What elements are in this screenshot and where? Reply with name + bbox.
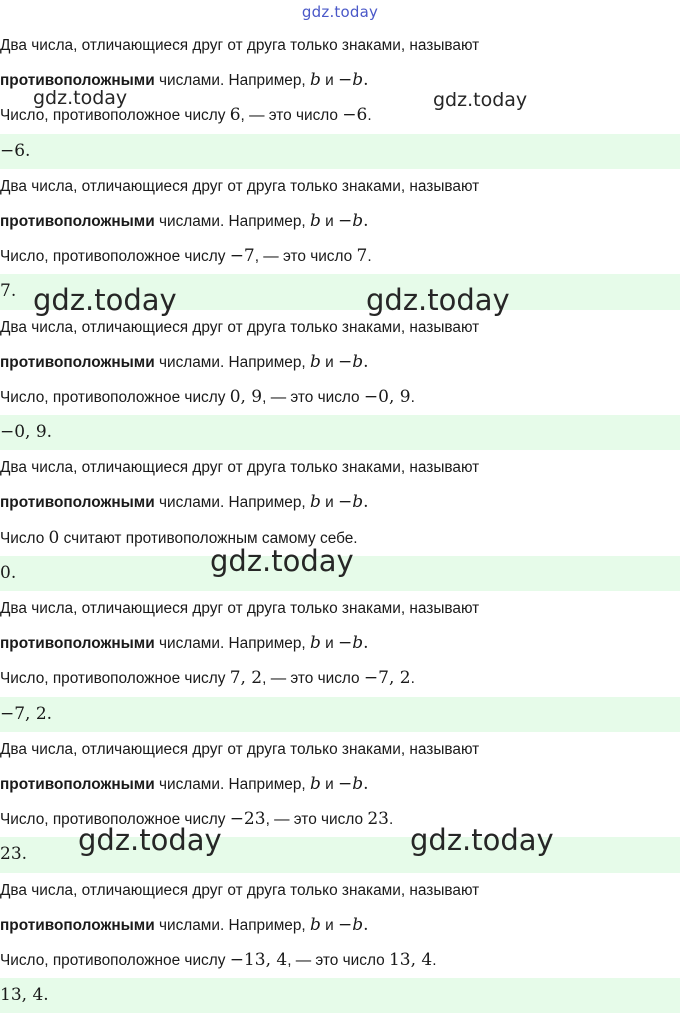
math-variable: b [309, 351, 321, 372]
math-number: 7 [356, 246, 368, 267]
definition-example-line [0, 626, 680, 661]
math-number: −7 [229, 246, 255, 267]
math-number: 23 [367, 809, 389, 830]
definition-line: Два числа, отличающиеся друг от друга только знаками, называют [0, 600, 480, 617]
math-number: −23 [229, 809, 266, 830]
statement-line [0, 239, 680, 274]
math-variable: b [309, 773, 321, 794]
statement-line [0, 380, 680, 415]
term-bold: противоположными [0, 353, 155, 371]
solution-block [0, 450, 680, 591]
watermark: gdz.today [78, 823, 222, 857]
definition-text: и [320, 635, 338, 653]
definition-text: числами. Например, [154, 916, 310, 934]
statement-line [0, 521, 680, 556]
statement-text: Число, противоположное числу [0, 107, 230, 125]
answer-row: 7. [0, 274, 680, 309]
statement-line [0, 98, 680, 133]
definition-text: числами. Например, [154, 494, 310, 512]
definition-text: и [320, 916, 338, 934]
definition-example-line [0, 345, 680, 380]
solution-block [0, 169, 680, 310]
term-bold: противоположными [0, 494, 155, 512]
math-variable: b [309, 70, 321, 91]
statement-text: . [367, 107, 372, 125]
solution-block [0, 310, 680, 451]
definition-line: Два числа, отличающиеся друг от друга только знаками, называют [0, 37, 480, 54]
answer-row: 13, 4. [0, 978, 680, 1013]
statement-text: Число, противоположное числу [0, 670, 230, 688]
statement-text: Число, противоположное числу [0, 811, 230, 829]
math-variable: −b [338, 633, 364, 654]
definition-line: Два числа, отличающиеся друг от друга только знаками, называют [0, 740, 480, 758]
header-watermark: gdz.today [301, 3, 379, 21]
math-number: 13, 4 [388, 949, 433, 970]
watermark: gdz.today [410, 823, 554, 857]
watermark: gdz.today [33, 283, 177, 317]
statement-line [0, 802, 680, 837]
statement-line [0, 943, 680, 978]
math-number: −7, 2 [363, 668, 411, 689]
statement-text: . [388, 811, 394, 829]
solution-block [0, 873, 680, 1013]
term-bold: противоположными [0, 775, 155, 793]
definition-line: Два числа, отличающиеся друг от друга только знаками, называют [0, 318, 480, 336]
answer-row: −0, 9. [0, 415, 680, 450]
math-variable: b [309, 633, 321, 654]
math-number: −0, 9 [363, 386, 411, 407]
statement-text: , — это число [265, 811, 368, 829]
math-variable: b [309, 210, 321, 231]
statement-text: , — это число [287, 951, 389, 969]
math-variable: b [309, 492, 321, 513]
watermark: gdz.today [366, 283, 510, 317]
definition-example-line [0, 204, 680, 239]
definition-line: Два числа, отличающиеся друг от друга только знаками, называют [0, 459, 480, 477]
punctuation: . [363, 492, 369, 513]
definition-line: Два числа, отличающиеся друг от друга только знаками, называют [0, 881, 480, 899]
solutions-list [0, 28, 680, 1013]
answer-row: 0. [0, 556, 680, 591]
definition-example-line [0, 908, 680, 943]
watermark: gdz.today [33, 87, 128, 109]
math-variable: −b [338, 351, 364, 372]
statement-text: . [432, 951, 437, 969]
definition-text: числами. Например, [154, 635, 310, 653]
definition-text: числами. Например, [154, 72, 310, 90]
watermark: gdz.today [433, 89, 528, 111]
definition-example-line [0, 485, 680, 520]
punctuation: . [363, 351, 369, 372]
statement-text: Число, противоположное числу [0, 388, 230, 406]
statement-text: . [410, 670, 415, 688]
definition-example-line [0, 767, 680, 802]
statement-text: . [410, 388, 415, 406]
math-variable: −b [338, 914, 364, 935]
punctuation: . [363, 633, 369, 654]
definition-text: числами. Например, [154, 353, 310, 371]
statement-text: , — это число [240, 107, 343, 125]
solution-block [0, 591, 680, 732]
punctuation: . [363, 70, 369, 91]
answer-row: −7, 2. [0, 697, 680, 732]
punctuation: . [363, 210, 369, 231]
definition-text: числами. Например, [154, 775, 310, 793]
math-number: 0 [48, 527, 60, 548]
math-number: −6 [342, 105, 368, 126]
definition-text: и [320, 212, 338, 230]
statement-text: , — это число [262, 670, 364, 688]
math-number: 0, 9 [229, 386, 263, 407]
term-bold: противоположными [0, 916, 155, 934]
answer-row: 23. [0, 837, 680, 872]
definition-text: числами. Например, [154, 212, 310, 230]
math-number: 6 [229, 105, 241, 126]
math-variable: −b [338, 70, 364, 91]
math-variable: −b [338, 773, 364, 794]
term-bold: противоположными [0, 72, 155, 90]
statement-text: , — это число [254, 248, 357, 266]
punctuation: . [363, 914, 369, 935]
watermark: gdz.today [210, 544, 354, 578]
solution-block [0, 732, 680, 873]
definition-text: и [320, 353, 338, 371]
statement-line [0, 661, 680, 696]
math-number: −13, 4 [229, 949, 288, 970]
term-bold: противоположными [0, 212, 155, 230]
math-variable: −b [338, 210, 364, 231]
definition-text: и [320, 775, 338, 793]
statement-text: считают противоположным самому себе. [59, 529, 358, 547]
statement-text: . [367, 248, 372, 266]
math-variable: −b [338, 492, 364, 513]
term-bold: противоположными [0, 635, 155, 653]
statement-text: , — это число [262, 388, 364, 406]
statement-text: Число [0, 529, 49, 547]
definition-line: Два числа, отличающиеся друг от друга только знаками, называют [0, 177, 480, 195]
statement-text: Число, противоположное числу [0, 248, 230, 266]
answer-row: −6. [0, 134, 680, 169]
solution-block [0, 28, 680, 169]
statement-text: Число, противоположное числу [0, 951, 230, 969]
definition-text: и [320, 494, 338, 512]
definition-example-line [0, 63, 680, 98]
math-variable: b [309, 914, 321, 935]
punctuation: . [363, 773, 369, 794]
definition-text: и [320, 72, 338, 90]
math-number: 7, 2 [229, 668, 263, 689]
